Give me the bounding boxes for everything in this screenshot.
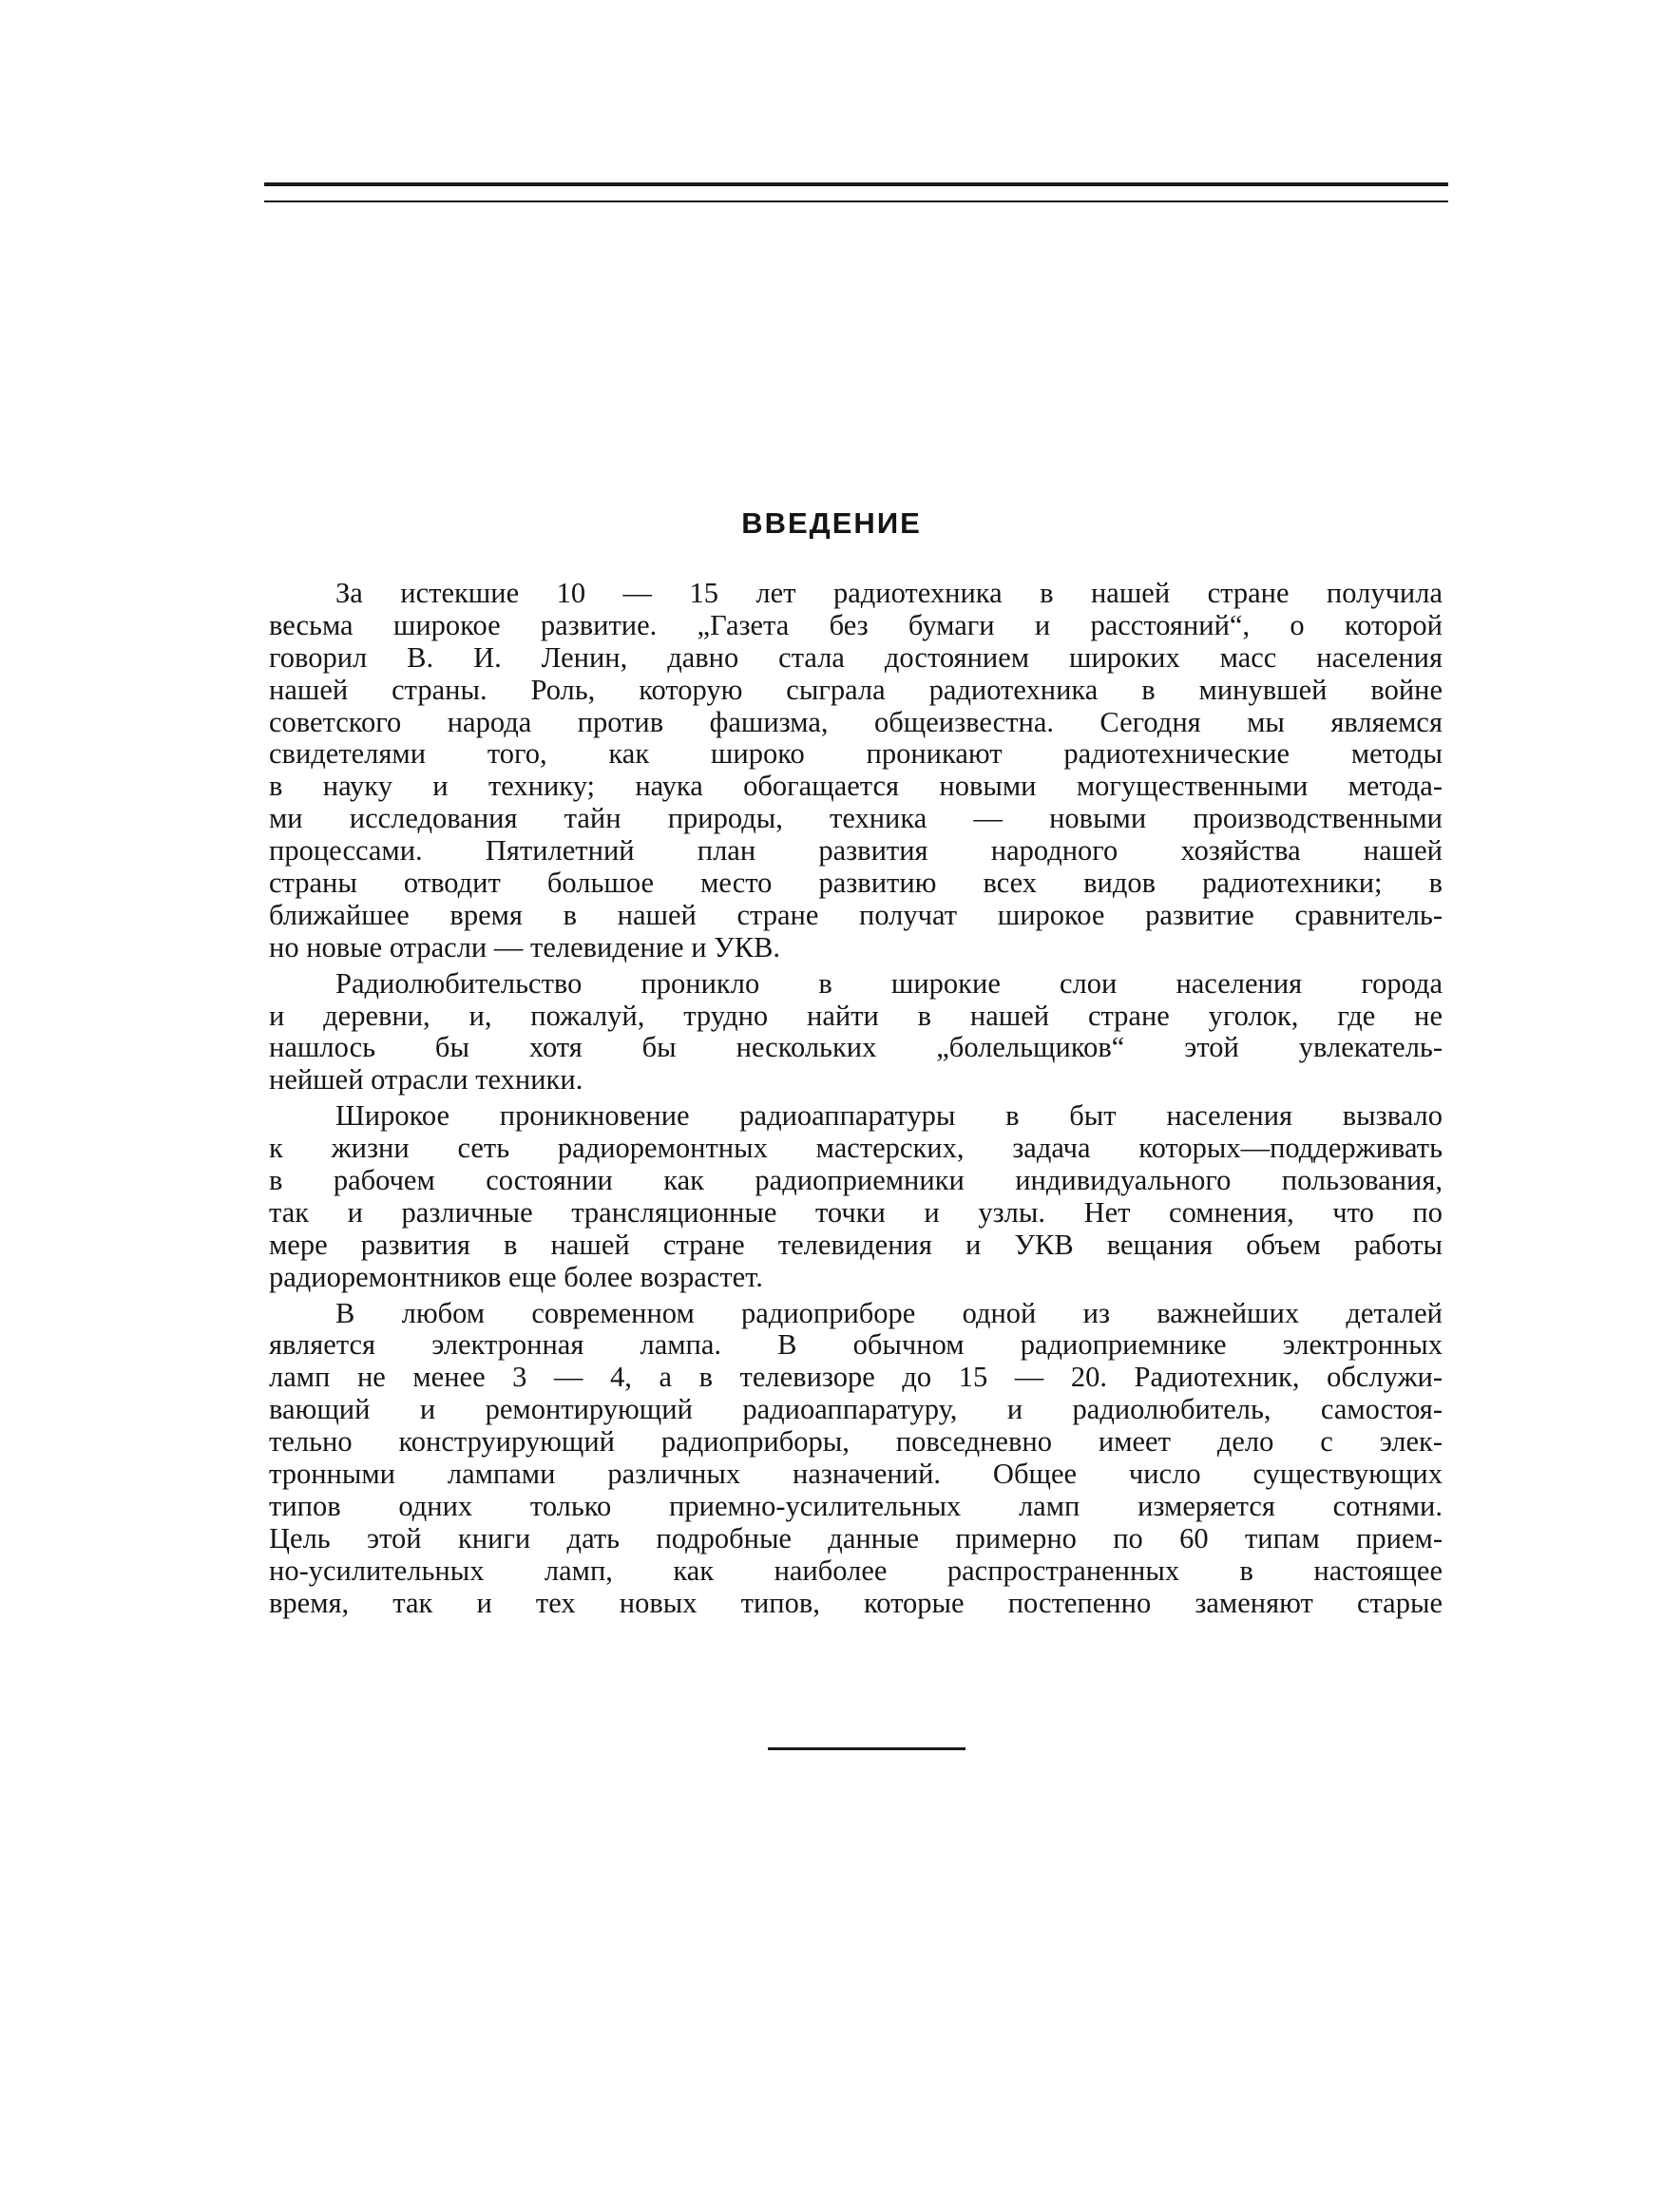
- text-line: ближайшее время в нашей стране получат широкое развитие сравнитель-: [269, 898, 1443, 931]
- text-line: Широкое проникновение радиоаппаратуры в быт населения вызвало: [335, 1099, 1443, 1133]
- text-line: в науку и технику; наука обогащается новыми могущественными метода-: [269, 770, 1443, 803]
- text-line: нашлось бы хотя бы нескольких „болельщиков“ этой увлекатель-: [269, 1031, 1443, 1064]
- text-line: нейшей отрасли техники.: [269, 1063, 583, 1096]
- text-line: в рабочем состоянии как радиоприемники индивидуального пользования,: [269, 1164, 1443, 1197]
- text-line: страны отводит большое место развитию всех видов радиотехники; в: [269, 867, 1443, 900]
- text-line: вающий и ремонтирующий радиоаппаратуру, и радиолюбитель, самостоя-: [269, 1393, 1443, 1426]
- text-line: является электронная лампа. В обычном радиоприемнике электронных: [269, 1328, 1443, 1362]
- text-line: тронными лампами различных назначений. Общее число существующих: [269, 1458, 1443, 1491]
- text-line: говорил В. И. Ленин, давно стала достоянием широких масс населения: [269, 640, 1443, 674]
- text-line: так и различные трансляционные точки и узлы. Нет сомнения, что по: [269, 1195, 1443, 1229]
- page-title: ВВЕДЕНИЕ: [741, 506, 922, 540]
- text-line: нашей страны. Роль, которую сыграла радиотехника в минувшей войне: [269, 673, 1443, 706]
- text-line: свидетелями того, как широко проникают радиотехнические методы: [269, 737, 1443, 771]
- text-line: но-усилительных ламп, как наиболее распространенных в настоящее: [269, 1554, 1443, 1587]
- text-line: советского народа против фашизма, общеизвестна. Сегодня мы являемся: [269, 705, 1443, 738]
- text-line: Цель этой книги дать подробные данные примерно по 60 типам прием-: [269, 1521, 1443, 1554]
- text-line: ми исследования тайн природы, техника — новыми производственными: [269, 802, 1443, 835]
- text-line: ламп не менее 3 — 4, а в телевизоре до 15 — 20. Радиотехник, обслужи-: [269, 1361, 1443, 1394]
- section-end-rule: [768, 1747, 965, 1750]
- text-line: радиоремонтников еще более возрастет.: [269, 1260, 763, 1293]
- text-line: время, так и тех новых типов, которые постепенно заменяют старые: [269, 1586, 1443, 1619]
- text-line: к жизни сеть радиоремонтных мастерских, задача которых—поддерживать: [269, 1132, 1443, 1165]
- text-line: Радиолюбительство проникло в широкие слои населения города: [335, 966, 1443, 1000]
- header-rule-thin: [264, 200, 1448, 202]
- text-line: весьма широкое развитие. „Газета без бумаги и расстояний“, о которой: [269, 608, 1443, 641]
- text-line: За истекшие 10 — 15 лет радиотехника в нашей стране получила: [335, 577, 1443, 609]
- header-rule-thick: [264, 182, 1448, 186]
- text-line: процессами. Пятилетний план развития народного хозяйства нашей: [269, 834, 1443, 868]
- body-text: [269, 578, 1443, 1620]
- text-line: В любом современном радиоприборе одной из важнейших деталей: [335, 1296, 1443, 1329]
- text-line: типов одних только приемно-усилительных ламп измеряется сотнями.: [269, 1489, 1443, 1522]
- text-line: мере развития в нашей стране телевидения и УКВ вещания объем работы: [269, 1228, 1443, 1261]
- text-line: тельно конструирующий радиоприборы, повседневно имеет дело с элек-: [269, 1425, 1443, 1459]
- text-line: но новые отрасли — телевидение и УКВ.: [269, 930, 781, 963]
- text-line: и деревни, и, пожалуй, трудно найти в нашей стране уголок, где не: [269, 999, 1443, 1032]
